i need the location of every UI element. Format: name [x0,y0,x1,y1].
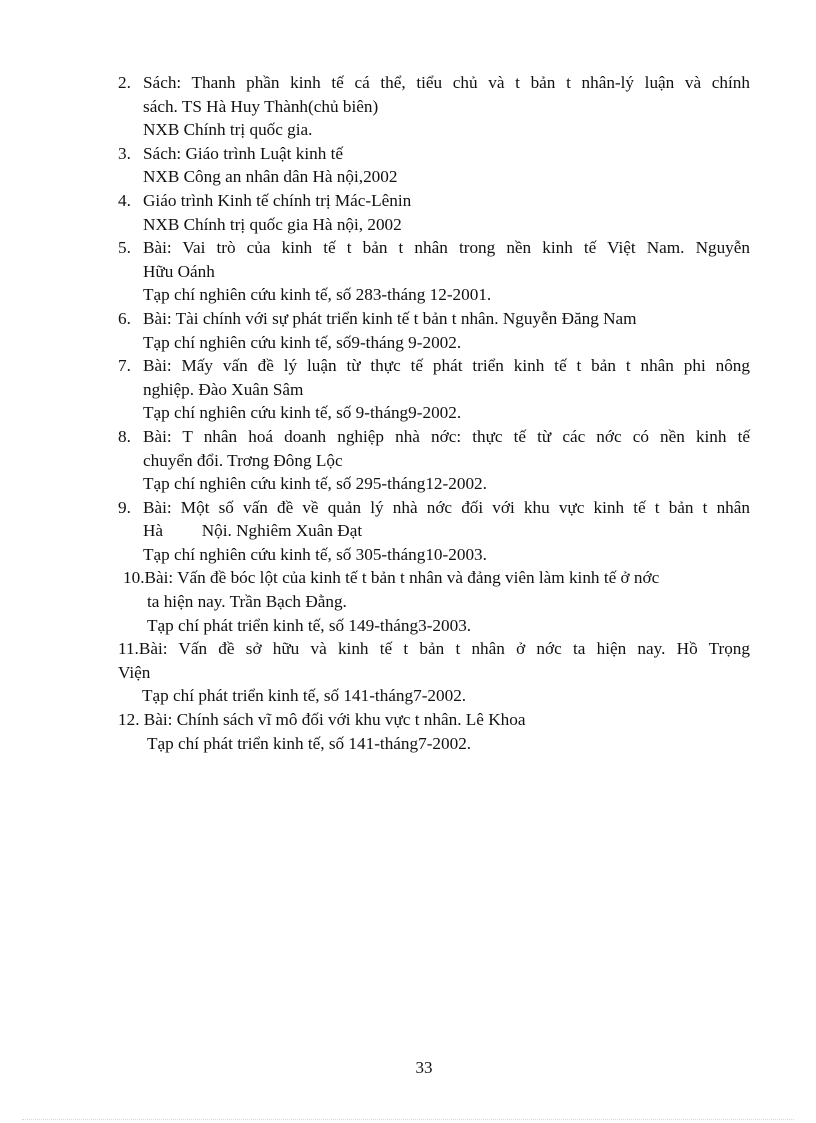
reference-title-cont: Hà Nội. Nghiêm Xuân Đạt [143,521,363,541]
reference-item [118,307,750,354]
reference-item [118,236,750,307]
reference-title: Bài: T nhân hoá doanh nghiệp nhà nớc: thực tế từ các nớc có nền kinh tế [143,426,750,446]
reference-title: Bài: Tài chính với sự phát triển kinh tế t bản t nhân. Nguyễn Đăng Nam [143,308,637,328]
reference-title: Sách: Thanh phần kinh tế cá thể, tiểu chủ và t bản t nhân-lý luận và chính [143,73,750,92]
reference-item [118,708,750,755]
reference-source: Tạp chí nghiên cứu kinh tế, số 9-tháng9-2002. [143,403,462,423]
reference-item [118,71,750,142]
reference-source: Tạp chí nghiên cứu kinh tế, số 305-tháng10-2003. [143,544,487,564]
reference-title-cont: nghiệp. Đào Xuân Sâm [143,379,304,399]
reference-number: 5. [118,238,131,258]
reference-title: Bài: Mấy vấn đề lý luận từ thực tế phát triển kinh tế t bản t nhân phi nông [143,356,750,376]
reference-title-cont: Hữu Oánh [143,261,215,281]
reference-number: 8. [118,426,131,446]
reference-source: Tạp chí nghiên cứu kinh tế, số9-tháng 9-2002. [143,332,462,352]
reference-number: 12. [118,710,140,730]
page-number: 33 [415,1058,433,1077]
reference-number: 7. [118,356,131,376]
reference-title-cont: ta hiện nay. Trần Bạch Đằng. [147,592,347,612]
reference-item [118,189,750,236]
reference-number: 10. [123,568,145,588]
reference-item [118,354,750,425]
reference-title: Bài: Vấn đề bóc lột của kinh tế t bản t nhân và đảng viên làm kinh tế ở nớc [144,568,660,588]
reference-item [118,496,750,567]
reference-source: Tạp chí phát triển kinh tế, số 141-tháng7-2002. [147,733,472,753]
reference-title: Bài: Vai trò của kinh tế t bản t nhân trong nền kinh tế Việt Nam. Nguyễn [143,238,750,258]
reference-title: Sách: Giáo trình Luật kinh tế [143,143,343,163]
reference-title: Giáo trình Kinh tế chính trị Mác-Lênin [143,190,412,210]
reference-number: 11. [118,639,139,659]
page-bottom-divider [22,1119,794,1120]
reference-number: 4. [118,190,131,210]
reference-list [118,71,750,755]
reference-item [118,425,750,496]
reference-source: Tạp chí nghiên cứu kinh tế, số 283-tháng 12-2001. [143,285,492,305]
reference-source: NXB Công an nhân dân Hà nội,2002 [143,167,398,187]
reference-number: 3. [118,143,131,163]
reference-number: 6. [118,308,131,328]
reference-title: Bài: Chính sách vĩ mô đối với khu vực t nhân. Lê Khoa [143,710,526,730]
reference-number: 2. [118,73,131,92]
reference-source: Tạp chí phát triển kinh tế, số 149-tháng3-2003. [147,615,472,635]
reference-source: Tạp chí phát triển kinh tế, số 141-tháng7-2002. [142,686,467,706]
reference-title: Bài: Một số vấn đề về quản lý nhà nớc đối với khu vực kinh tế t bản t nhân [143,497,750,517]
reference-title: Bài: Vấn đề sở hữu và kinh tế t bản t nhân ở nớc ta hiện nay. Hồ Trọng [138,639,750,659]
reference-title-cont: chuyển đổi. Trơng Đông Lộc [143,450,343,470]
reference-item [118,142,750,189]
reference-title-cont: sách. TS Hà Huy Thành(chủ biên) [143,96,379,116]
reference-source: NXB Chính trị quốc gia Hà nội, 2002 [143,214,402,234]
reference-item [118,637,750,708]
reference-number: 9. [118,497,131,517]
reference-source: Tạp chí nghiên cứu kinh tế, số 295-tháng12-2002. [143,474,487,494]
reference-item [118,566,750,637]
reference-title-cont: Viện [118,662,151,682]
reference-source: NXB Chính trị quốc gia. [143,120,313,140]
